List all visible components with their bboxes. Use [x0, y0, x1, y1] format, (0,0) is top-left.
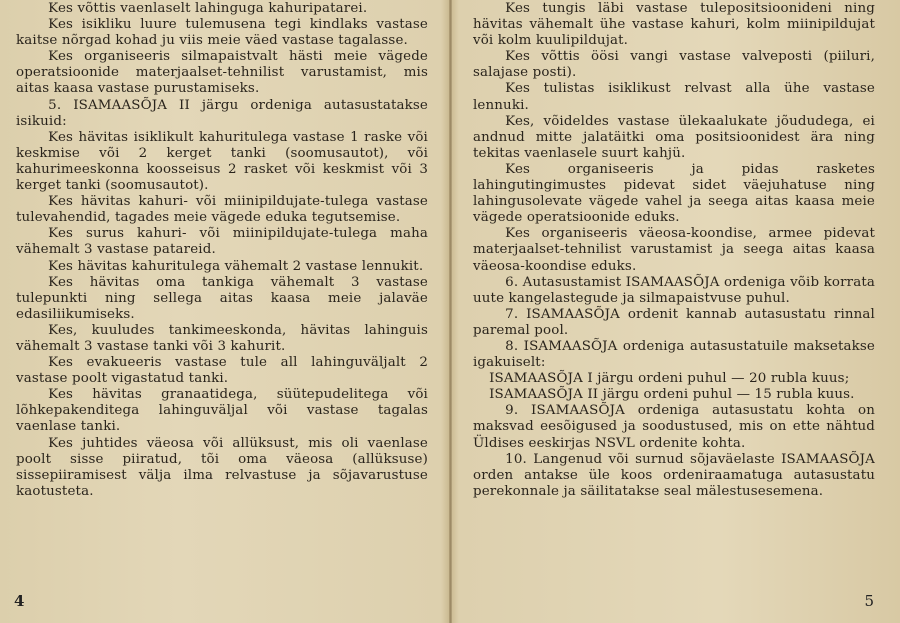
paragraph: Kes organiseeris silmapaistvalt hästi meie vägede operatsioonide materjaalset-tehnilist varustamist, mis aitas kaasa vastase purustamiseks.	[16, 49, 428, 97]
paragraph: Kes surus kahuri- või miinipildujate-tulega maha vähemalt 3 vastase patareid.	[16, 226, 428, 258]
paragraph: Kes võttis vaenlaselt lahinguga kahuripatarei.	[48, 1, 368, 16]
paragraph: Kes juhtides väeosa või allüksust, mis oli vaenlase poolt sisse piiratud, tõi oma väeosa (allüksuse) sissepiiramisest välja ilma relvastuse ja sõjavarustuse kaotusteta.	[16, 435, 428, 499]
paragraph: Kes, kuuludes tankimeeskonda, hävitas lahinguis vähemalt 3 vastase tanki või 3 kahurit.	[16, 322, 428, 354]
paragraph: 6. Autasustamist ISAMAASÕJA ordeniga võib korrata uute kangelastegude ja silmapaistvuse puhul.	[473, 274, 875, 306]
paragraph: Kes evakueeris vastase tule all lahinguväljalt 2 vastase poolt vigastatud tanki.	[16, 355, 428, 387]
paragraph: Kes hävitas oma tankiga vähemalt 3 vastase tulepunkti ning sellega aitas kaasa meie jalaväe edasiliikumiseks.	[16, 274, 428, 322]
paragraph: Kes isikliku luure tulemusena tegi kindlaks vastase kaitse nõrgad kohad ju viis meie väed vastase tagalasse.	[16, 17, 428, 49]
paragraph: Kes hävitas kahuritulega vähemalt 2 vastase lennukit.	[48, 258, 424, 274]
paragraph: Kes võttis öösi vangi vastase valveposti (piiluri, salajase posti).	[473, 49, 875, 81]
paragraph: 8. ISAMAASÕJA ordeniga autasustatuile maksetakse igakuiselt:	[473, 338, 875, 371]
page-number: 4	[14, 591, 25, 610]
payment-line: ISAMAASÕJA II järgu ordeni puhul — 15 rubla kuus.	[489, 387, 855, 403]
paragraph: Kes organiseeris ja pidas rasketes lahingutingimustes pidevat sidet väejuhatuse ning lahingusolevate vägede vahel ja seega aitas kaasa meie vägede operatsioonide eduks.	[473, 161, 875, 226]
paragraph: Kes tungis läbi vastase tulepositsioonideni ning hävitas vähemalt ühe vastase kahuri, kolm miinipildujat või kolm kuulipildujat.	[473, 1, 875, 49]
paragraph: 9. ISAMAASÕJA ordeniga autasustatu kohta on maksvad eesõigused ja soodustused, mis on ette nähtud Üldises eeskirjas NSVL ordenite kohta.	[473, 403, 875, 451]
right-page	[451, 0, 900, 623]
payment-line: ISAMAASÕJA I järgu ordeni puhul — 20 rubla kuus;	[489, 371, 850, 387]
paragraph: 10. Langenud või surnud sõjaväelaste ISAMAASÕJA orden antakse üle koos ordeniraamatuga autasustatu perekonnale ja säilitatakse seal mälestusesemena.	[473, 451, 875, 499]
page-number: 5	[864, 591, 874, 610]
paragraph: Kes hävitas kahuri- või miinipildujate-tulega vastase tulevahendid, tagades meie vägede eduka tegutsemise.	[16, 194, 428, 226]
paragraph: Kes organiseeris väeosa-koondise, armee pidevat materjaalset-tehnilist varustamist ja seega aitas kaasa väeosa-koondise eduks.	[473, 226, 875, 274]
right-page-text	[473, 1, 875, 500]
paragraph: Kes hävitas granaatidega, süütepudelitega või lõhkepakenditega lahinguväljal või vastase tagalas vaenlase tanki.	[16, 387, 428, 435]
paragraph: Kes hävitas isiklikult kahuritulega vastase 1 raske või keskmise või 2 kerget tanki (soomusautot), või kahurimeeskonna koosseisus 2 rasket või keskmist või 3 kerget tanki (soomusautot).	[16, 129, 428, 194]
paragraph: Kes, võideldes vastase ülekaalukate jõududega, ei andnud mitte jalatäitki oma positsioonidest ära ning tekitas vaenlasele suurt kahjü.	[473, 113, 875, 161]
paragraph: 7. ISAMAASÕJA ordenit kannab autasustatu rinnal paremal pool.	[473, 306, 875, 338]
paragraph: Kes tulistas isiklikust relvast alla ühe vastase lennuki.	[473, 81, 875, 113]
left-page-text	[16, 1, 428, 500]
section-heading: 5. ISAMAASÕJA II järgu ordeniga autasustatakse isikuid:	[16, 97, 428, 129]
